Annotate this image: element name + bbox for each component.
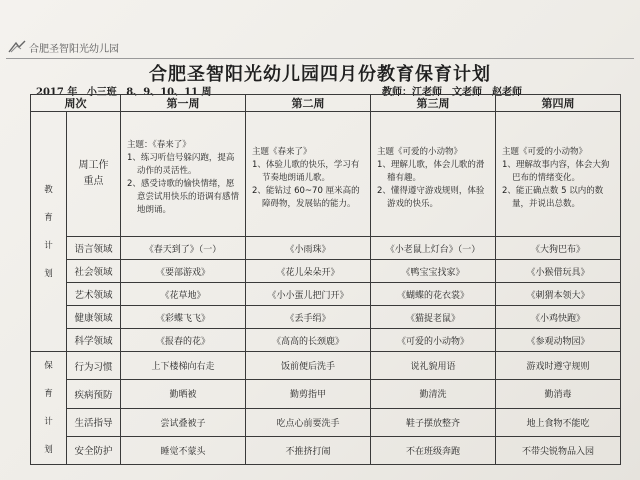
year: 2017 年 [36,87,78,98]
plan-table [30,94,621,465]
table-cell: 《丢手绢》 [246,306,371,329]
table-row [31,329,621,352]
table-row [31,436,621,464]
table-cell: 《小老鼠上灯台》（一） [371,237,496,260]
table-cell: 睡觉不蒙头 [121,436,246,464]
table-cell: 《刺猬本领大》 [496,283,621,306]
table-cell: 《参观动物园》 [496,329,621,352]
work-focus-week-4: 主题《可爱的小动物》 1、理解故事内容，体会大狗巴布的情绪变化。 2、能正确点数 5 以内的数量，并说出总数。 [496,112,621,237]
table-row [31,306,621,329]
work-focus-label: 周工作 重点 [67,112,121,237]
table-cell: 《要部游戏》 [121,260,246,283]
care-label: 安全防护 [67,436,121,464]
table-cell: 《蝴蝶的花衣裳》 [371,283,496,306]
table-cell: 《猫捉老鼠》 [371,306,496,329]
table-cell: 上下楼梯向右走 [121,352,246,380]
work-focus-week-2: 主题《春来了》 1、体验儿歌的快乐，学习有节奏地朗诵儿歌。 2、能钻过 60~70 厘米高的障碍物，发展钻的能力。 [246,112,371,237]
table-row [31,408,621,436]
table-cell: 饭前便后洗手 [246,352,371,380]
table-cell: 说礼貌用语 [371,352,496,380]
area-label: 科学领域 [67,329,121,352]
page-title: 合肥圣智阳光幼儿园四月份教育保育计划 [149,64,491,85]
class-name: 小三班 [86,87,117,98]
table-cell: 《春天到了》（一） [121,237,246,260]
table-cell: 《小猴借玩具》 [496,260,621,283]
table-cell: 勤消毒 [496,380,621,408]
care-label: 生活指导 [67,408,121,436]
area-label: 健康领域 [67,306,121,329]
care-label: 疾病预防 [67,380,121,408]
week-1-header: 第一周 [121,95,246,112]
table-cell: 不在班级奔跑 [371,436,496,464]
week-4-header: 第四周 [496,95,621,112]
area-label: 社会领域 [67,260,121,283]
header-divider [6,58,634,59]
week-2-header: 第二周 [246,95,371,112]
letterhead [8,38,119,56]
table-cell: 勤清洗 [371,380,496,408]
table-header-row [31,95,621,112]
area-label: 语言领域 [67,237,121,260]
table-cell: 地上食物不能吃 [496,408,621,436]
table-cell: 《花儿朵朵开》 [246,260,371,283]
table-row [31,260,621,283]
table-cell: 尝试叠被子 [121,408,246,436]
table-row [31,237,621,260]
table-row [31,352,621,380]
table-cell: 不推挤打闹 [246,436,371,464]
table-cell: 游戏时遵守规则 [496,352,621,380]
table-cell: 不带尖锐物品入园 [496,436,621,464]
table-cell: 《鸭宝宝找家》 [371,260,496,283]
work-focus-row [31,112,621,237]
week-3-header: 第三周 [371,95,496,112]
care-label: 行为习惯 [67,352,121,380]
kindergarten-logo-icon [8,40,26,54]
table-cell: 《可爱的小动物》 [371,329,496,352]
table-cell: 《小雨珠》 [246,237,371,260]
table-cell: 吃点心前要洗手 [246,408,371,436]
education-plan-section: 教 育 计 划 [31,112,67,352]
table-cell: 《小小蛋儿把门开》 [246,283,371,306]
table-cell: 勤晒被 [121,380,246,408]
week-range: 8、9、10、11 周 [126,87,212,98]
table-cell: 《大狗巴布》 [496,237,621,260]
table-cell: 《小鸡快跑》 [496,306,621,329]
table-row [31,283,621,306]
week-header: 周次 [31,95,121,112]
care-plan-section: 保 育 计 划 [31,352,67,465]
work-focus-week-1: 主题：《春来了》 1、练习听信号躲闪跑，提高动作的灵活性。 2、感受诗歌的愉快情绪，愿意尝试用快乐的语调有感情地朗诵。 [121,112,246,237]
table-cell: 《高高的长颈鹿》 [246,329,371,352]
letterhead-name: 合肥圣智阳光幼儿园 [29,43,119,55]
table-cell: 鞋子摆放整齐 [371,408,496,436]
table-cell: 《报春的花》 [121,329,246,352]
table-cell: 《花草地》 [121,283,246,306]
work-focus-week-3: 主题《可爱的小动物》 1、理解儿歌，体会儿歌的滑稽有趣。 2、懂得遵守游戏规则，体验游戏的快乐。 [371,112,496,237]
teachers: 教师：江老师 文老师 赵老师 [382,87,522,98]
table-cell: 勤剪指甲 [246,380,371,408]
table-row [31,380,621,408]
table-cell: 《彩蝶飞飞》 [121,306,246,329]
area-label: 艺术领域 [67,283,121,306]
